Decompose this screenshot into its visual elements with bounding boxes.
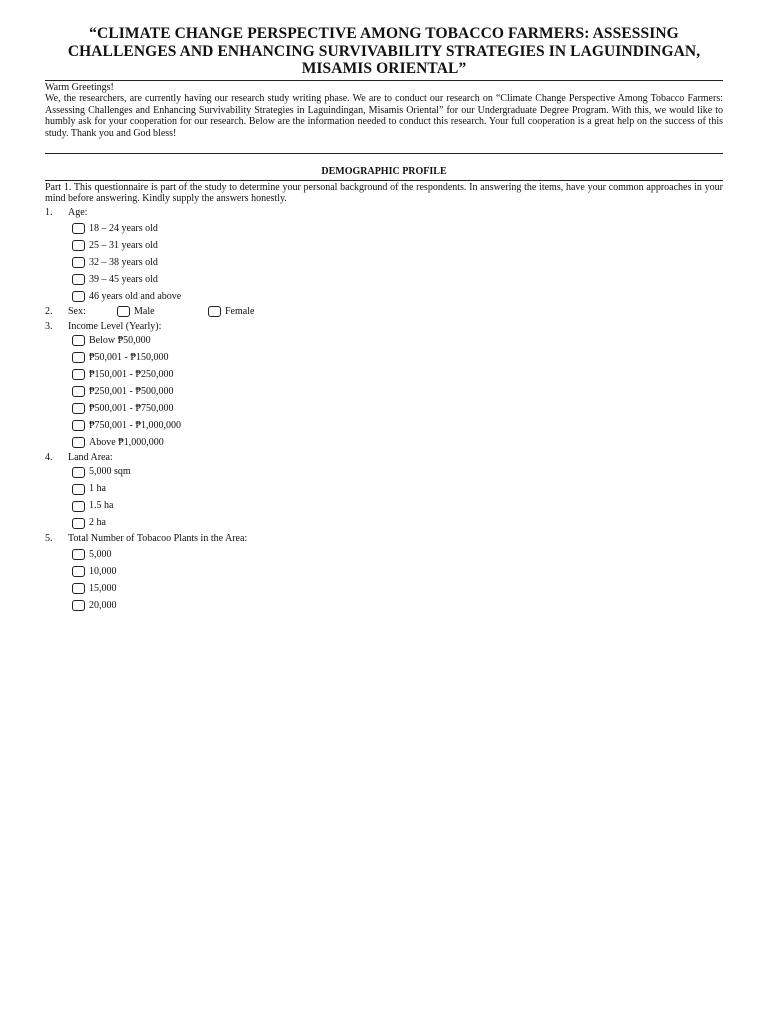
checkbox[interactable] <box>72 274 85 285</box>
checkbox[interactable] <box>72 467 85 478</box>
checkbox[interactable] <box>72 335 85 346</box>
option-label: Above ₱1,000,000 <box>89 436 164 448</box>
question-number: 1. <box>45 206 53 218</box>
question-label: Total Number of Tobacoo Plants in the Area: <box>68 532 248 544</box>
greeting-text: Warm Greetings! <box>45 81 114 93</box>
option-label: ₱250,001 - ₱500,000 <box>89 385 174 397</box>
age-option[interactable] <box>72 220 723 237</box>
sex-option-female[interactable] <box>208 306 254 318</box>
income-option[interactable] <box>72 400 723 417</box>
checkbox[interactable] <box>72 291 85 302</box>
option-label: 15,000 <box>89 582 117 594</box>
age-option[interactable] <box>72 271 723 288</box>
income-option[interactable] <box>72 332 723 349</box>
plant-option[interactable] <box>72 597 723 614</box>
plant-option[interactable] <box>72 546 723 563</box>
intro-letter <box>45 82 723 140</box>
option-label: Below ₱50,000 <box>89 334 151 346</box>
checkbox[interactable] <box>72 566 85 577</box>
option-label: 5,000 sqm <box>89 466 131 478</box>
checkbox[interactable] <box>72 518 85 529</box>
option-label: 39 – 45 years old <box>89 273 158 285</box>
plant-count-options <box>72 546 723 614</box>
option-label: 20,000 <box>89 599 117 611</box>
option-label: ₱750,001 - ₱1,000,000 <box>89 419 181 431</box>
checkbox[interactable] <box>72 583 85 594</box>
land-option[interactable] <box>72 481 723 498</box>
age-option[interactable] <box>72 254 723 271</box>
checkbox[interactable] <box>72 600 85 611</box>
checkbox[interactable] <box>72 437 85 448</box>
question-sex <box>45 306 723 318</box>
question-number: 2. <box>45 306 53 317</box>
question-label: Land Area: <box>68 452 113 463</box>
intro-body-text: We, the researchers, are currently having our research study writing phase. We are to conduct our research on “Climate Change Perspective Among Tobacco Farmers: Assessing Challenges and Enhancing Survivability Strategies in Laguindingan, Misamis Oriental” for our Undergraduate Degree Program. With this, we would like to humbly ask for your cooperation for our research. Below are the information needed to conduct this research. Your full cooperation is a great help on the success of this study. Thank you and God bless! <box>45 93 723 139</box>
income-option[interactable] <box>72 349 723 366</box>
option-label: 32 – 38 years old <box>89 256 158 268</box>
question-label: Income Level (Yearly): <box>68 320 162 332</box>
plant-option[interactable] <box>72 563 723 580</box>
age-option[interactable] <box>72 237 723 254</box>
income-option[interactable] <box>72 417 723 434</box>
plant-option[interactable] <box>72 580 723 597</box>
age-option[interactable] <box>72 288 723 305</box>
option-label: Male <box>134 306 155 317</box>
checkbox[interactable] <box>72 223 85 234</box>
checkbox[interactable] <box>72 403 85 414</box>
checkbox[interactable] <box>72 484 85 495</box>
checkbox[interactable] <box>72 369 85 380</box>
question-label: Age: <box>68 206 88 218</box>
option-label: 5,000 <box>89 548 112 560</box>
question-age <box>45 207 723 219</box>
title-divider <box>45 80 723 81</box>
checkbox[interactable] <box>208 306 221 317</box>
section-divider <box>45 180 723 181</box>
checkbox[interactable] <box>117 306 130 317</box>
income-option[interactable] <box>72 434 723 451</box>
option-label: 18 – 24 years old <box>89 222 158 234</box>
checkbox[interactable] <box>72 257 85 268</box>
question-number: 5. <box>45 532 53 544</box>
land-option[interactable] <box>72 515 723 532</box>
question-land-area <box>45 452 723 464</box>
income-option[interactable] <box>72 383 723 400</box>
option-label: 46 years old and above <box>89 290 182 302</box>
option-label: ₱500,001 - ₱750,000 <box>89 402 174 414</box>
option-label: 2 ha <box>89 517 106 529</box>
option-label: ₱150,001 - ₱250,000 <box>89 368 174 380</box>
option-label: ₱50,001 - ₱150,000 <box>89 351 169 363</box>
option-label: 10,000 <box>89 565 117 577</box>
land-option[interactable] <box>72 498 723 515</box>
age-options <box>72 220 723 305</box>
income-option[interactable] <box>72 366 723 383</box>
section-title: DEMOGRAPHIC PROFILE <box>321 166 447 177</box>
intro-divider <box>45 153 723 154</box>
part-instructions: Part 1. This questionnaire is part of the study to determine your personal background of the respondents. In answering the items, have your common approaches in your mind before answering. Kindly supply the answers honestly. <box>45 181 723 204</box>
question-income <box>45 321 723 333</box>
checkbox[interactable] <box>72 386 85 397</box>
checkbox[interactable] <box>72 501 85 512</box>
option-label: 25 – 31 years old <box>89 239 158 251</box>
land-area-options <box>72 464 723 532</box>
checkbox[interactable] <box>72 352 85 363</box>
questionnaire-page <box>45 0 723 614</box>
checkbox[interactable] <box>72 420 85 431</box>
question-label: Sex: <box>68 306 86 317</box>
sex-option-male[interactable] <box>117 306 208 318</box>
option-label: 1 ha <box>89 483 106 495</box>
option-label: Female <box>225 306 255 317</box>
checkbox[interactable] <box>72 240 85 251</box>
land-option[interactable] <box>72 464 723 481</box>
question-plant-count <box>45 533 723 545</box>
option-label: 1.5 ha <box>89 500 114 512</box>
question-number: 4. <box>45 452 53 463</box>
income-options <box>72 332 723 451</box>
checkbox[interactable] <box>72 549 85 560</box>
document-title: “CLIMATE CHANGE PERSPECTIVE AMONG TOBACCO FARMERS: ASSESSING CHALLENGES AND ENHANCING SURVIVABILITY STRATEGIES IN LAGUINDINGAN, MISAMIS ORIENTAL” <box>67 25 701 77</box>
question-number: 3. <box>45 320 53 332</box>
